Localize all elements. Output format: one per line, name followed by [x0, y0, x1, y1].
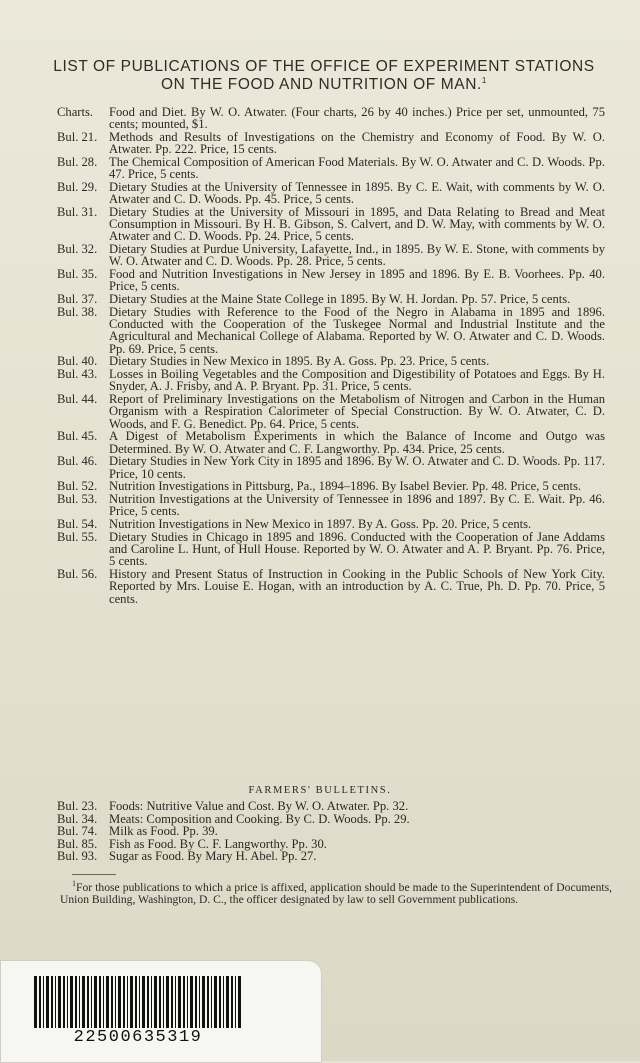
publication-entry	[57, 568, 605, 605]
publication-entry	[57, 531, 605, 568]
footnote	[60, 879, 612, 906]
publication-description: Dietary Studies with Reference to the Food of the Negro in Alabama in 1895 and 1896. Conducted with the Cooperation of the Tuskegee Normal and Industrial Institute and the Agricultural and Mechanical College of Alabama. Reported by W. O. Atwater and C. D. Woods. Pp. 69. Price, 5 cents.	[109, 305, 605, 356]
publication-description: A Digest of Metabolism Experiments in which the Balance of Income and Outgo was Determined. By W. O. Atwater and C. F. Langworthy. Pp. 434. Price, 25 cents.	[109, 429, 605, 456]
publication-code: Bul. 93.	[57, 849, 98, 864]
publication-description: Nutrition Investigations in Pittsburg, Pa., 1894–1896. By Isabel Bevier. Pp. 48. Price, 5 cents.	[109, 479, 582, 494]
publication-entry	[57, 430, 605, 454]
publication-description: The Chemical Composition of American Food Materials. By W. O. Atwater and C. D. Woods. Pp. 47. Price, 5 cents.	[109, 155, 605, 182]
publication-code: Bul. 44.	[57, 392, 98, 407]
publication-code: Bul. 31.	[57, 205, 98, 219]
publication-code: Charts.	[57, 105, 94, 119]
title-text: LIST OF PUBLICATIONS OF THE OFFICE OF EXPERIMENT STATIONS ON THE FOOD AND NUTRITION OF MAN.	[53, 58, 595, 93]
publication-description: Dietary Studies at the University of Tennessee in 1895. By C. E. Wait, with comments by W. O. Atwater and C. D. Woods. Pp. 45. Price, 5 cents.	[109, 180, 605, 207]
publication-description: Nutrition Investigations in New Mexico in 1897. By A. Goss. Pp. 20. Price, 5 cents.	[109, 517, 532, 532]
publication-code: Bul. 23.	[57, 799, 98, 813]
publication-list	[57, 106, 605, 605]
publication-entry	[57, 518, 605, 530]
publication-description: Dietary Studies at Purdue University, Lafayette, Ind., in 1895. By W. E. Stone, with comments by W. O. Atwater and C. D. Woods. Pp. 28. Price, 5 cents.	[109, 242, 605, 269]
page-title	[40, 58, 608, 94]
publication-description: Dietary Studies in New Mexico in 1895. By A. Goss. Pp. 23. Price, 5 cents.	[109, 354, 490, 369]
publication-entry	[57, 268, 605, 292]
publication-code: Bul. 55.	[57, 530, 98, 544]
publication-code: Bul. 52.	[57, 479, 98, 494]
title-footnote-mark: 1	[481, 75, 487, 85]
publication-description: Dietary Studies at the University of Missouri in 1895, and Data Relating to Bread and Meat Consumption in Missouri. By H. B. Gibson, S. Calvert, and D. W. May, with comments by W. O. Atwater and C. D. Woods. Pp. 24. Price, 5 cents.	[109, 205, 605, 244]
publication-code: Bul. 29.	[57, 180, 98, 194]
publication-code: Bul. 45.	[57, 429, 98, 444]
publication-entry	[57, 131, 605, 155]
publication-description: Milk as Food. Pp. 39.	[109, 824, 218, 839]
publication-entry	[57, 480, 605, 492]
footnote-text: For those publications to which a price is affixed, application should be made to the Superintendent of Documents, Union Building, Washington, D. C., the officer designated by law to sell Government publications.	[60, 881, 612, 906]
publication-code: Bul. 56.	[57, 567, 98, 582]
publication-description: Foods: Nutritive Value and Cost. By W. O. Atwater. Pp. 32.	[109, 799, 409, 813]
publication-description: Methods and Results of Investigations on the Chemistry and Economy of Food. By W. O. Atwater. Pp. 222. Price, 15 cents.	[109, 130, 605, 157]
barcode-number: 22500635319	[73, 1028, 203, 1047]
publication-description: Fish as Food. By C. F. Langworthy. Pp. 30.	[109, 836, 327, 851]
publication-code: Bul. 34.	[57, 811, 98, 826]
publication-entry	[57, 306, 605, 355]
publication-code: Bul. 32.	[57, 242, 98, 257]
publication-code: Bul. 21.	[57, 130, 98, 144]
publication-description: Report of Preliminary Investigations on the Metabolism of Nitrogen and Carbon in the Human Organism with a Respiration Calorimeter of Special Construction. By W. O. Atwater, C. D. Woods, and F. G. Benedict. Pp. 64. Price, 5 cents.	[109, 392, 605, 431]
publication-entry	[57, 800, 605, 813]
publication-description: Dietary Studies in Chicago in 1895 and 1896. Conducted with the Cooperation of Jane Addams and Caroline L. Hunt, of Hull House. Reported by W. O. Atwater and A. P. Bryant. Pp. 76. Price, 5 cents.	[109, 530, 605, 569]
barcode-image	[34, 976, 242, 1028]
publication-code: Bul. 43.	[57, 367, 98, 382]
farmers-bulletins-list	[57, 800, 605, 863]
publication-description: Food and Nutrition Investigations in New Jersey in 1895 and 1896. By E. B. Voorhees. Pp. 40. Price, 5 cents.	[109, 267, 605, 294]
publication-entry	[57, 181, 605, 205]
publication-code: Bul. 53.	[57, 492, 98, 507]
publication-code: Bul. 38.	[57, 305, 98, 319]
publication-entry	[57, 106, 605, 130]
publication-code: Bul. 37.	[57, 292, 98, 307]
publication-description: Dietary Studies in New York City in 1895 and 1896. By W. O. Atwater and C. D. Woods. Pp. 117. Price, 10 cents.	[109, 454, 605, 481]
publication-entry	[57, 243, 605, 267]
publication-entry	[57, 393, 605, 430]
publication-description: History and Present Status of Instruction in Cooking in the Public Schools of New York City. Reported by Mrs. Louise E. Hogan, with an introduction by A. C. True, Ph. D. Pp. 70. Price, 5 cents.	[109, 567, 605, 606]
publication-entry	[57, 493, 605, 517]
publication-entry	[57, 355, 605, 367]
publication-entry	[57, 206, 605, 243]
publication-entry	[57, 455, 605, 479]
farmers-bulletins-heading: FARMERS' BULLETINS.	[248, 785, 392, 796]
publication-description: Sugar as Food. By Mary H. Abel. Pp. 27.	[109, 849, 317, 864]
publication-code: Bul. 46.	[57, 454, 98, 469]
publication-description: Nutrition Investigations at the University of Tennessee in 1896 and 1897. By C. E. Wait. Pp. 46. Price, 5 cents.	[109, 492, 605, 519]
publication-code: Bul. 28.	[57, 155, 98, 169]
publication-code: Bul. 74.	[57, 824, 98, 839]
publication-description: Losses in Boiling Vegetables and the Composition and Digestibility of Potatoes and Eggs. By H. Snyder, A. J. Frisby, and A. P. Bryant. Pp. 31. Price, 5 cents.	[109, 367, 605, 394]
footnote-divider	[72, 874, 116, 875]
publication-entry	[57, 850, 605, 863]
publication-entry	[57, 368, 605, 392]
publication-entry	[57, 825, 605, 838]
publication-description: Meats: Composition and Cooking. By C. D. Woods. Pp. 29.	[109, 811, 410, 826]
footnote-mark: 1	[72, 879, 76, 889]
publication-entry	[57, 156, 605, 180]
publication-code: Bul. 35.	[57, 267, 98, 282]
publication-code: Bul. 54.	[57, 517, 98, 532]
publication-entry	[57, 293, 605, 305]
publication-description: Dietary Studies at the Maine State College in 1895. By W. H. Jordan. Pp. 57. Price, 5 cents.	[109, 292, 571, 307]
publication-description: Food and Diet. By W. O. Atwater. (Four charts, 26 by 40 inches.) Price per set, unmounted, 75 cents; mounted, $1.	[109, 105, 605, 132]
publication-code: Bul. 85.	[57, 836, 98, 851]
publication-code: Bul. 40.	[57, 354, 98, 369]
